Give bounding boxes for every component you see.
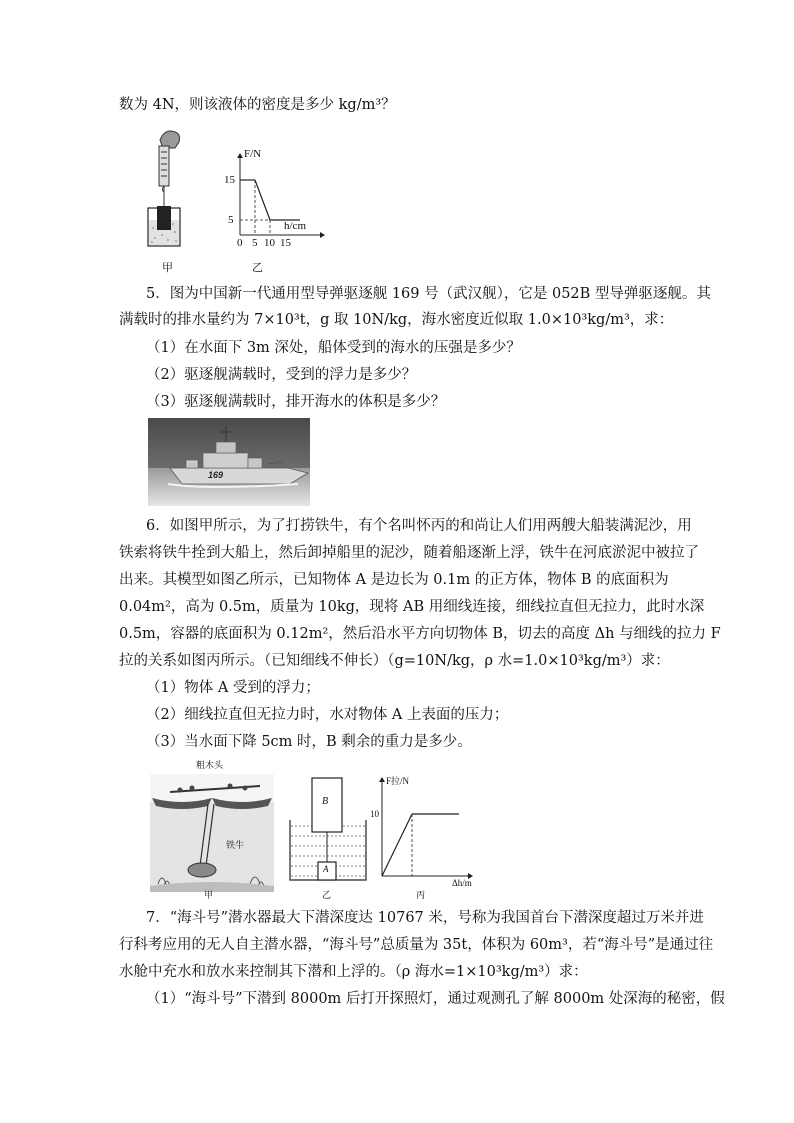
fig4-label-yi: 乙 — [252, 262, 263, 274]
fig4-label-jia: 甲 — [162, 262, 173, 274]
q7-line-2: 行科考应用的无人自主潜水器，“海斗号”总质量为 35t，体积为 60m³，若“海斗号”是通过往 — [119, 937, 714, 953]
q5-line-1: 5．图为中国新一代通用型导弹驱逐舰 169 号（武汉舰），它是 052B 型导弹驱逐舰。其 — [146, 286, 711, 302]
graph-xtick-5: 5 — [252, 237, 258, 249]
graph-xlabel: h/cm — [284, 220, 306, 232]
q5-sub-2: （2）驱逐舰满载时，受到的浮力是多少？ — [146, 367, 417, 383]
q5-sub-3: （3）驱逐舰满载时，排开海水的体积是多少？ — [146, 394, 446, 410]
q6-line-6: 拉的关系如图丙所示。（已知细线不伸长）（g=10N/kg，ρ 水=1.0×10³kg/m³）求： — [119, 653, 670, 669]
q7-line-3: 水舱中充水和放水来控制其下潜和上浮的。（ρ 海水=1×10³kg/m³）求： — [119, 964, 588, 980]
q6-line-5: 0.5m，容器的底面积为 0.12m²，然后沿水平方向切物体 B，切去的高度 Δh 与细线的拉力 F — [119, 626, 721, 642]
hull-number: 169 — [208, 470, 224, 480]
q6-line-4: 0.04m²，高为 0.5m，质量为 10kg，现将 AB 用细线连接，细线拉直但无拉力，此时水深 — [119, 599, 705, 615]
graph-ytick-5: 5 — [228, 214, 234, 226]
tension-graph-ytick: 10 — [370, 809, 379, 819]
q6-sub-1: （1）物体 A 受到的浮力； — [146, 680, 320, 696]
label-ox: 铁牛 — [226, 840, 245, 850]
q6-line-1: 6．如图甲所示，为了打捞铁牛，有个名叫怀丙的和尚让人们用两艘大船装满泥沙，用 — [146, 518, 692, 534]
q6-figure — [148, 758, 478, 898]
destroyer-photo — [148, 418, 310, 506]
tension-graph-ylabel: F拉/N — [386, 776, 410, 786]
label-wood: 粗木头 — [196, 760, 224, 770]
graph-ylabel: F/N — [244, 148, 262, 160]
q5-line-2: 满载时的排水量约为 7×10³t，g 取 10N/kg，海水密度近似取 1.0×10³kg/m³，求： — [119, 312, 674, 328]
graph-xtick-0: 0 — [237, 237, 243, 249]
q6-line-2: 铁索将铁牛拴到大船上，然后卸掉船里的泥沙，随着船逐渐上浮，铁牛在河底淤泥中被拉了 — [119, 545, 699, 561]
fig6-label-jia: 甲 — [204, 890, 214, 900]
tension-graph-xlabel: Δh/m — [452, 878, 472, 888]
label-B: B — [322, 796, 329, 807]
intro-question-line: 数为 4N，则该液体的密度是多少 kg/m³？ — [119, 97, 396, 113]
q7-line-1: 7．“海斗号”潜水器最大下潜深度达 10767 米，号称为我国首台下潜深度超过万米并进 — [146, 910, 704, 926]
force-depth-graph — [215, 150, 325, 270]
q5-sub-1: （1）在水面下 3m 深处，船体受到的海水的压强是多少？ — [146, 340, 521, 356]
q4-figure — [140, 120, 330, 280]
graph-ytick-15: 15 — [224, 174, 235, 186]
graph-xtick-10: 10 — [264, 237, 275, 249]
q6-sub-2: （2）细线拉直但无拉力时，水对物体 A 上表面的压力； — [146, 707, 509, 723]
graph-xtick-15: 15 — [280, 237, 291, 249]
boats-lifting-ox-illustration — [150, 774, 274, 892]
label-A: A — [323, 864, 329, 874]
fig6-label-yi: 乙 — [322, 890, 332, 900]
q7-sub-1: （1）“海斗号”下潜到 8000m 后打开探照灯，通过观测孔了解 8000m 处深海的秘密，假 — [146, 991, 725, 1007]
q6-line-3: 出来。其模型如图乙所示，已知物体 A 是边长为 0.1m 的正方体，物体 B 的底面积为 — [119, 572, 669, 588]
q6-sub-3: （3）当水面下降 5cm 时，B 剩余的重力是多少。 — [146, 734, 472, 750]
fig6-label-bing: 丙 — [416, 890, 426, 900]
